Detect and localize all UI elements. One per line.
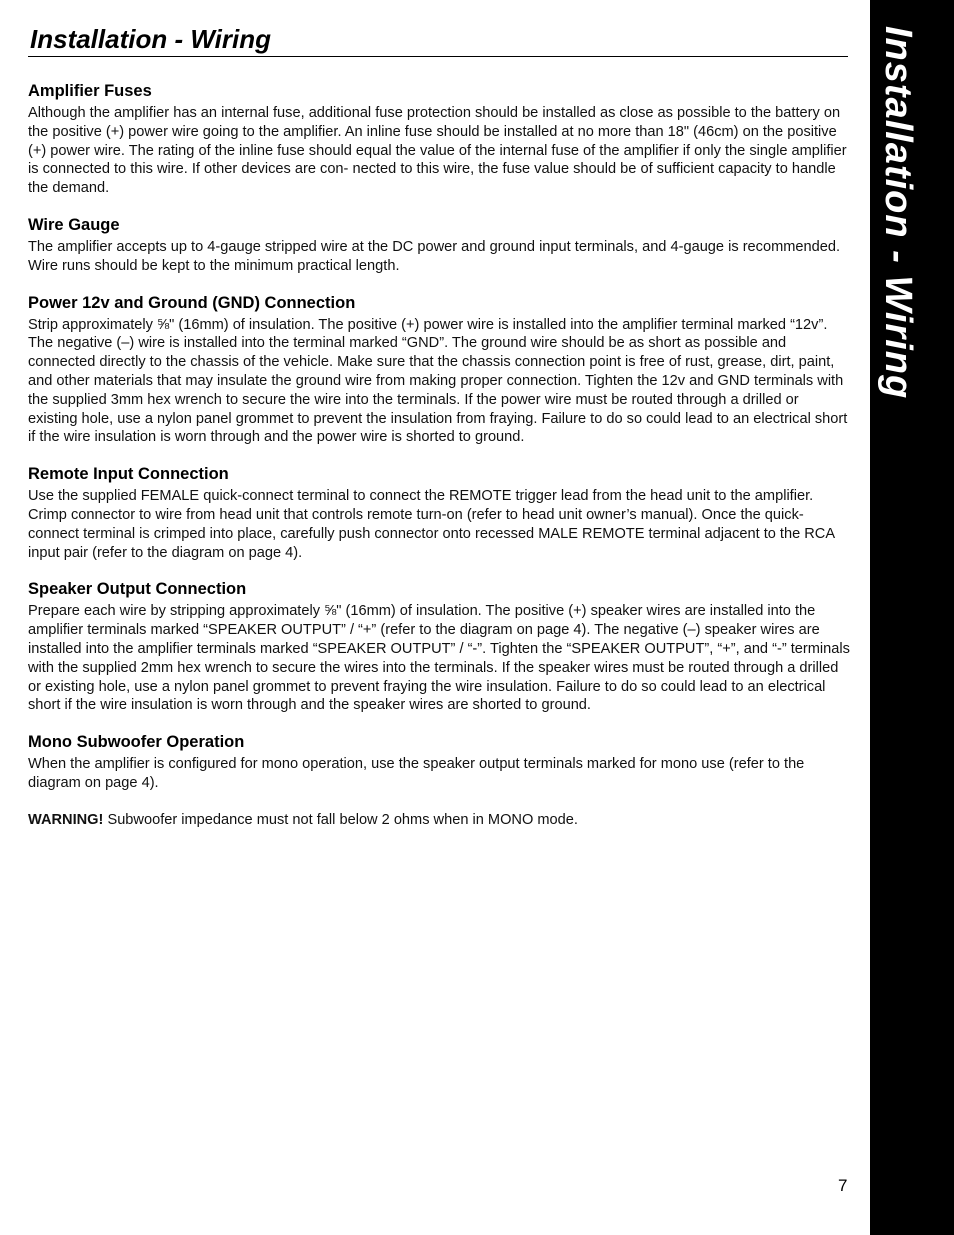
title-underline [28,56,848,57]
section-body: The amplifier accepts up to 4-gauge stripped wire at the DC power and ground input terminals, and 4-gauge is recommended. Wire runs should be kept to the minimum practical length. [28,238,841,274]
content-area [28,80,850,830]
section-heading: Wire Gauge [28,215,120,234]
section-body: When the amplifier is configured for mono operation, use the speaker output terminals marked for mono use (refer to the diagram on page 4). [28,756,805,791]
section-power-ground-connection [28,292,850,448]
section-body: Prepare each wire by stripping approximately ⅝" (16mm) of insulation. The positive (+) speaker wires are installed into the amplifier terminals marked “SPEAKER OUTPUT” / “+” (refer to the diagram on page 4). The negative (–) speaker wires are installed into the amplifier terminals marked “SPEAKER OUTPUT” / “-”. Tighten the “SPEAKER OUTPUT”, “+”, and “-” terminals with the supplied 2mm hex wrench to secure the wires into the terminals. If the speaker wires must be routed through a drilled or existing hole, use a nylon panel grommet to prevent fraying the wire insulation. Failure to do so could lead to an electrical short if the wire insulation is worn through and the speaker wires are shorted to ground. [28,603,850,714]
section-amplifier-fuses [28,80,850,198]
section-heading: Mono Subwoofer Operation [28,733,245,752]
warning-label: WARNING! [28,811,104,828]
section-body: Although the amplifier has an internal fuse, additional fuse protection should be installed as close as possible to the battery on the positive (+) power wire going to the amplifier. An inline fuse should be installed at no more than 18" (46cm) on the positive (+) power wire. The rating of the inline fuse should equal the value of the internal fuse of the amplifier if only the single amplifier is connected to this wire. If other devices are con- nected to this wire, the fuse value should be of sufficient capacity to handle the demand. [28,105,847,197]
section-body: Use the supplied FEMALE quick-connect terminal to connect the REMOTE trigger lead from the head unit to the amplifier. Crimp connector to wire from head unit that controls remote turn-on (refer to head unit owner’s manual). Once the quick-connect terminal is crimped into place, carefully push connector onto recessed MALE REMOTE terminal adjacent to the RCA input pair (refer to the diagram on page 4). [28,488,835,561]
side-tab-label: Installation - Wiring [877,26,919,400]
section-body: Strip approximately ⅝" (16mm) of insulation. The positive (+) power wire is installed into the amplifier terminal marked “12v”. The negative (–) wire is installed into the terminal marked “GND”. The ground wire should be as short as possible and connected directly to the chassis of the vehicle. Make sure that the chassis connection point is free of rust, grease, dirt, paint, and other materials that may insulate the ground wire from making proper connection. Tighten the 12v and GND terminals with the supplied 3mm hex wrench to secure the wire into the terminals. If the power wire must be routed through a drilled or existing hole, use a nylon panel grommet to prevent the insulation from fraying. Failure to do so could lead to an electrical short if the wire insulation is worn through and the power wire is shorted to ground. [28,316,848,446]
section-heading: Remote Input Connection [28,465,229,484]
warning-text: Subwoofer impedance must not fall below 2 ohms when in MONO mode. [103,811,578,828]
section-remote-input-connection [28,463,850,562]
warning-note [28,811,850,830]
side-tab [870,0,954,1235]
section-speaker-output-connection [28,578,850,715]
section-wire-gauge [28,214,850,276]
section-heading: Power 12v and Ground (GND) Connection [28,293,356,312]
section-heading: Amplifier Fuses [28,82,152,100]
section-mono-subwoofer-operation [28,731,850,793]
page-number: 7 [838,1176,848,1195]
page-title: Installation - Wiring [30,24,271,54]
section-heading: Speaker Output Connection [28,580,247,599]
